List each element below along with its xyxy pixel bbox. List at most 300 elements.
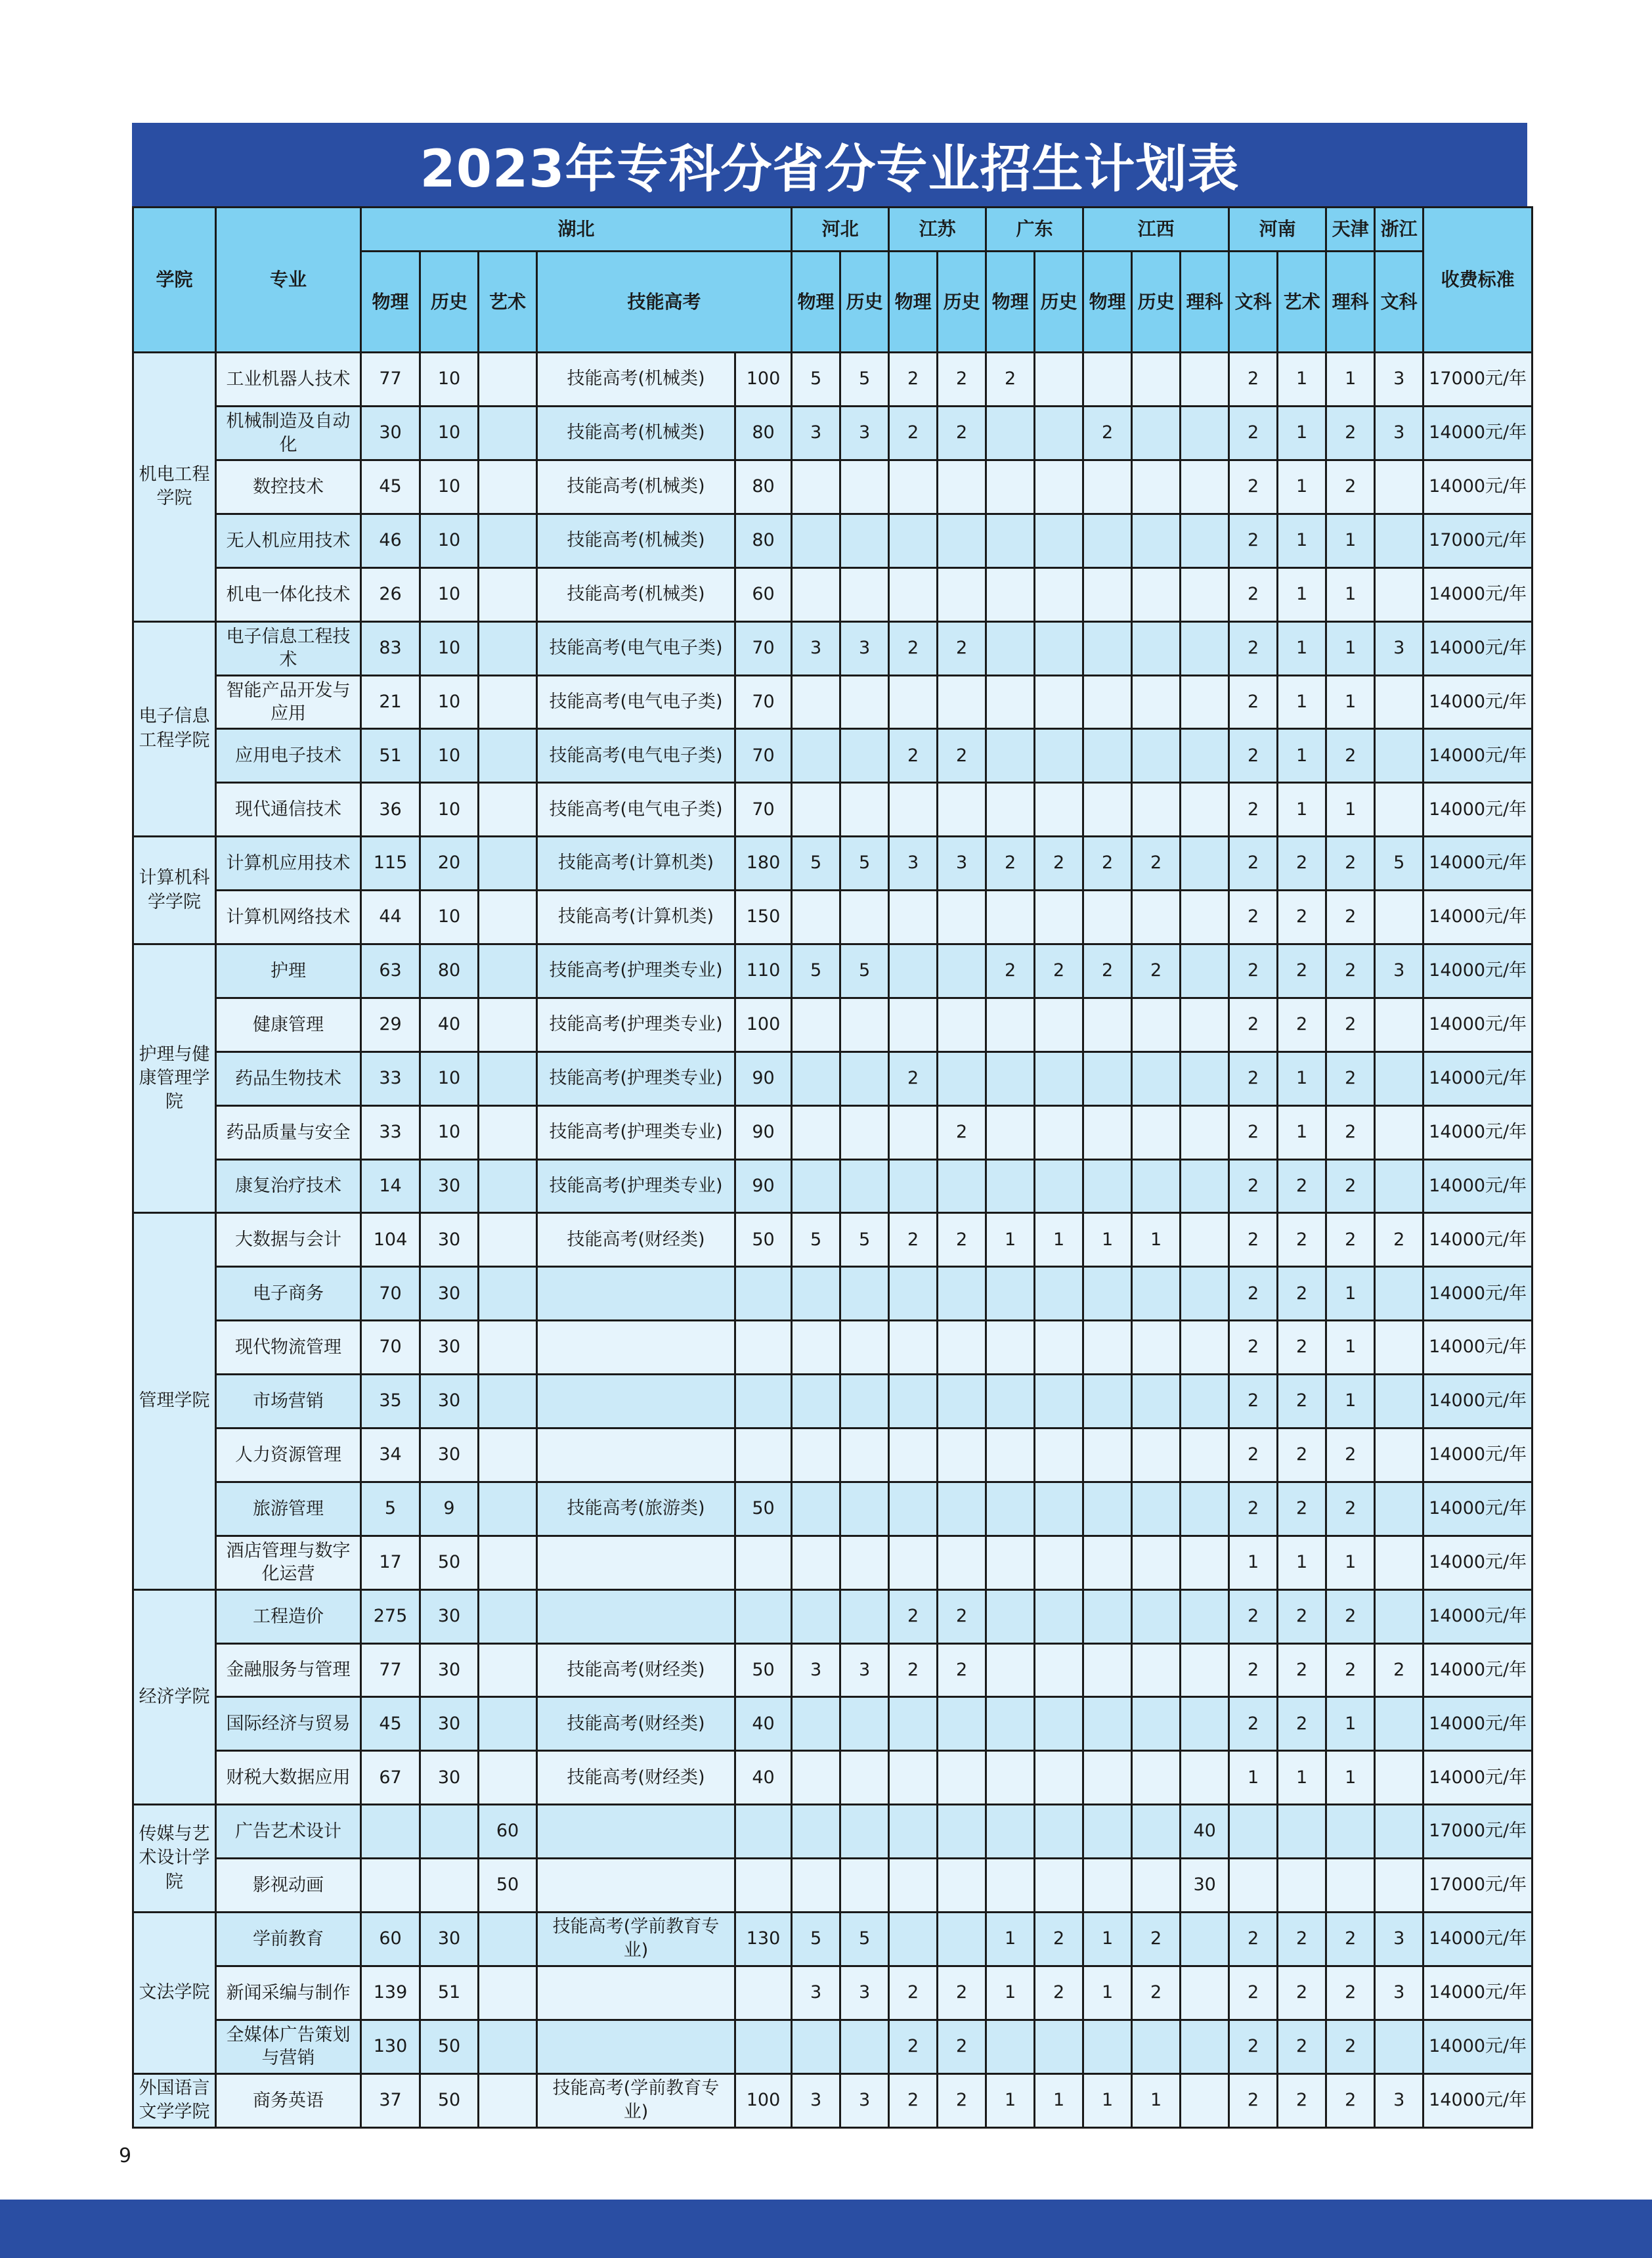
- value-cell: [792, 729, 840, 783]
- value-cell: 2: [1229, 407, 1278, 460]
- value-cell: 115: [361, 837, 420, 891]
- value-cell: 70: [361, 1267, 420, 1321]
- value-cell: 2: [1278, 2020, 1326, 2073]
- table-row: [133, 1536, 1532, 1589]
- value-cell: 80: [735, 514, 792, 567]
- value-cell: [1035, 1643, 1083, 1697]
- value-cell: 130: [735, 1913, 792, 1966]
- value-cell: 2: [1278, 1643, 1326, 1697]
- value-cell: 50: [420, 2020, 479, 2073]
- table-row: [133, 1428, 1532, 1482]
- fee-cell: 14000元/年: [1424, 1536, 1532, 1589]
- value-cell: [1083, 1859, 1132, 1913]
- value-cell: 2: [1278, 1159, 1326, 1213]
- header-sub: 技能高考: [537, 252, 792, 353]
- value-cell: [889, 1697, 938, 1751]
- table-row: [133, 1913, 1532, 1966]
- value-cell: [938, 1267, 986, 1321]
- table-row: [133, 1859, 1532, 1913]
- value-cell: 2: [1278, 1267, 1326, 1321]
- value-cell: 2: [889, 1589, 938, 1643]
- value-cell: [1083, 1159, 1132, 1213]
- value-cell: [889, 783, 938, 837]
- header-province-jiangsu: 江苏: [889, 208, 986, 252]
- value-cell: 5: [840, 944, 889, 998]
- value-cell: [479, 2073, 537, 2127]
- value-cell: [1132, 1428, 1181, 1482]
- value-cell: [1035, 675, 1083, 729]
- value-cell: [1375, 1052, 1424, 1105]
- value-cell: [1132, 1375, 1181, 1428]
- value-cell: 2: [889, 1643, 938, 1697]
- value-cell: 100: [735, 998, 792, 1052]
- value-cell: [889, 1375, 938, 1428]
- value-cell: 2: [889, 621, 938, 675]
- value-cell: [479, 783, 537, 837]
- value-cell: 5: [840, 1913, 889, 1966]
- value-cell: [1375, 783, 1424, 837]
- value-cell: [479, 944, 537, 998]
- value-cell: [1132, 675, 1181, 729]
- value-cell: [792, 1859, 840, 1913]
- value-cell: 2: [1035, 1966, 1083, 2020]
- value-cell: [1132, 1159, 1181, 1213]
- skill-exam-cell: 技能高考(护理类专业): [537, 1052, 735, 1105]
- value-cell: 70: [735, 783, 792, 837]
- table-row: [133, 1105, 1532, 1159]
- value-cell: [1181, 675, 1229, 729]
- value-cell: [1083, 1643, 1132, 1697]
- major-cell: 药品质量与安全: [216, 1105, 361, 1159]
- value-cell: [1132, 1751, 1181, 1805]
- value-cell: 3: [1375, 1966, 1424, 2020]
- header-sub: 物理: [889, 252, 938, 353]
- value-cell: [986, 1697, 1035, 1751]
- value-cell: [1132, 783, 1181, 837]
- value-cell: 2: [1326, 1643, 1375, 1697]
- value-cell: 35: [361, 1375, 420, 1428]
- value-cell: 2: [1229, 621, 1278, 675]
- table-row: [133, 998, 1532, 1052]
- value-cell: [889, 514, 938, 567]
- fee-cell: 14000元/年: [1424, 2073, 1532, 2127]
- value-cell: 110: [735, 944, 792, 998]
- skill-exam-cell: 技能高考(财经类): [537, 1643, 735, 1697]
- header-sub: 历史: [938, 252, 986, 353]
- value-cell: [792, 1375, 840, 1428]
- value-cell: 2: [889, 1966, 938, 2020]
- value-cell: 275: [361, 1589, 420, 1643]
- value-cell: [840, 1751, 889, 1805]
- value-cell: [1375, 891, 1424, 944]
- value-cell: 80: [735, 460, 792, 514]
- value-cell: 1: [1278, 1751, 1326, 1805]
- value-cell: [986, 1267, 1035, 1321]
- value-cell: [986, 1859, 1035, 1913]
- value-cell: 60: [735, 567, 792, 621]
- header-fee: 收费标准: [1424, 208, 1532, 353]
- value-cell: [889, 1428, 938, 1482]
- value-cell: [840, 1536, 889, 1589]
- value-cell: 21: [361, 675, 420, 729]
- value-cell: [479, 1913, 537, 1966]
- value-cell: [840, 1697, 889, 1751]
- value-cell: 2: [1132, 1966, 1181, 2020]
- value-cell: [792, 675, 840, 729]
- value-cell: [1035, 2020, 1083, 2073]
- value-cell: 1: [1083, 1913, 1132, 1966]
- value-cell: 1: [1326, 1536, 1375, 1589]
- value-cell: [1181, 944, 1229, 998]
- value-cell: [986, 1751, 1035, 1805]
- value-cell: 2: [1278, 837, 1326, 891]
- value-cell: [840, 783, 889, 837]
- value-cell: [1132, 621, 1181, 675]
- value-cell: 2: [1229, 1267, 1278, 1321]
- major-cell: 无人机应用技术: [216, 514, 361, 567]
- value-cell: [1181, 729, 1229, 783]
- value-cell: 2: [1326, 1482, 1375, 1536]
- value-cell: 1: [1035, 1213, 1083, 1267]
- value-cell: 20: [420, 837, 479, 891]
- value-cell: [938, 1536, 986, 1589]
- college-cell: 管理学院: [133, 1213, 216, 1589]
- value-cell: [1083, 353, 1132, 407]
- value-cell: 30: [420, 1321, 479, 1375]
- header-sub: 物理: [792, 252, 840, 353]
- value-cell: [1181, 567, 1229, 621]
- value-cell: 2: [938, 1105, 986, 1159]
- value-cell: 3: [840, 2073, 889, 2127]
- header-sub: 物理: [986, 252, 1035, 353]
- header-sub: 历史: [1132, 252, 1181, 353]
- value-cell: 5: [840, 353, 889, 407]
- value-cell: 5: [840, 837, 889, 891]
- value-cell: 2: [1326, 1589, 1375, 1643]
- value-cell: 3: [1375, 944, 1424, 998]
- value-cell: [735, 2020, 792, 2073]
- value-cell: [889, 891, 938, 944]
- value-cell: 30: [361, 407, 420, 460]
- value-cell: [889, 1805, 938, 1859]
- value-cell: 2: [1278, 2073, 1326, 2127]
- value-cell: 1: [1083, 1966, 1132, 2020]
- value-cell: [792, 1105, 840, 1159]
- value-cell: [889, 1267, 938, 1321]
- table-row: [133, 1643, 1532, 1697]
- value-cell: [1375, 1536, 1424, 1589]
- value-cell: 37: [361, 2073, 420, 2127]
- value-cell: [479, 2020, 537, 2073]
- value-cell: [1375, 1697, 1424, 1751]
- value-cell: [735, 1805, 792, 1859]
- value-cell: [420, 1859, 479, 1913]
- value-cell: 3: [792, 407, 840, 460]
- value-cell: 45: [361, 460, 420, 514]
- value-cell: 33: [361, 1052, 420, 1105]
- header-province-tianjin: 天津: [1326, 208, 1375, 252]
- value-cell: [986, 729, 1035, 783]
- value-cell: [986, 514, 1035, 567]
- value-cell: [792, 1805, 840, 1859]
- fee-cell: 14000元/年: [1424, 1482, 1532, 1536]
- value-cell: [792, 891, 840, 944]
- value-cell: 1: [1326, 1375, 1375, 1428]
- table-row: [133, 1321, 1532, 1375]
- value-cell: [1132, 998, 1181, 1052]
- value-cell: 1: [1278, 621, 1326, 675]
- value-cell: [792, 514, 840, 567]
- skill-exam-cell: 技能高考(财经类): [537, 1751, 735, 1805]
- value-cell: [361, 1805, 420, 1859]
- value-cell: [938, 1913, 986, 1966]
- table-row: [133, 944, 1532, 998]
- value-cell: 2: [1229, 891, 1278, 944]
- value-cell: 1: [1083, 1213, 1132, 1267]
- value-cell: 2: [986, 353, 1035, 407]
- value-cell: [735, 1589, 792, 1643]
- value-cell: 70: [735, 729, 792, 783]
- major-cell: 现代通信技术: [216, 783, 361, 837]
- value-cell: 2: [1278, 1375, 1326, 1428]
- value-cell: 2: [1278, 1482, 1326, 1536]
- value-cell: [938, 783, 986, 837]
- skill-exam-cell: 技能高考(护理类专业): [537, 1105, 735, 1159]
- value-cell: [938, 1859, 986, 1913]
- table-row: [133, 514, 1532, 567]
- skill-exam-cell: 技能高考(机械类): [537, 407, 735, 460]
- table-row: [133, 783, 1532, 837]
- value-cell: [792, 1428, 840, 1482]
- value-cell: 2: [938, 353, 986, 407]
- value-cell: [938, 1697, 986, 1751]
- value-cell: 2: [1035, 1913, 1083, 1966]
- value-cell: [1181, 998, 1229, 1052]
- skill-exam-cell: 技能高考(计算机类): [537, 837, 735, 891]
- value-cell: [938, 1428, 986, 1482]
- value-cell: [1375, 1105, 1424, 1159]
- value-cell: [1083, 891, 1132, 944]
- value-cell: 3: [792, 2073, 840, 2127]
- value-cell: 2: [1083, 944, 1132, 998]
- value-cell: [840, 514, 889, 567]
- table-row: [133, 1159, 1532, 1213]
- major-cell: 工程造价: [216, 1589, 361, 1643]
- value-cell: [840, 675, 889, 729]
- skill-exam-cell: [537, 1859, 735, 1913]
- fee-cell: 14000元/年: [1424, 1267, 1532, 1321]
- skill-exam-cell: [537, 1321, 735, 1375]
- value-cell: 1: [986, 1966, 1035, 2020]
- value-cell: [1181, 1697, 1229, 1751]
- value-cell: 5: [792, 1213, 840, 1267]
- skill-exam-cell: [537, 2020, 735, 2073]
- major-cell: 工业机器人技术: [216, 353, 361, 407]
- value-cell: [938, 1052, 986, 1105]
- value-cell: [1035, 1267, 1083, 1321]
- value-cell: 1: [1132, 1213, 1181, 1267]
- value-cell: [1375, 460, 1424, 514]
- value-cell: 2: [1278, 1966, 1326, 2020]
- value-cell: 10: [420, 783, 479, 837]
- value-cell: [792, 1536, 840, 1589]
- value-cell: 45: [361, 1697, 420, 1751]
- value-cell: 83: [361, 621, 420, 675]
- value-cell: [938, 460, 986, 514]
- value-cell: [938, 1482, 986, 1536]
- value-cell: 3: [938, 837, 986, 891]
- value-cell: 26: [361, 567, 420, 621]
- value-cell: 2: [1229, 998, 1278, 1052]
- table-row: [133, 1589, 1532, 1643]
- fee-cell: 14000元/年: [1424, 1375, 1532, 1428]
- value-cell: [1375, 675, 1424, 729]
- value-cell: 2: [986, 944, 1035, 998]
- header-college: 学院: [133, 208, 216, 353]
- value-cell: 2: [1326, 2073, 1375, 2127]
- value-cell: 30: [420, 1267, 479, 1321]
- value-cell: [1181, 1321, 1229, 1375]
- value-cell: [1083, 1751, 1132, 1805]
- table-row: [133, 567, 1532, 621]
- value-cell: 2: [889, 353, 938, 407]
- value-cell: [1132, 891, 1181, 944]
- table-row: [133, 837, 1532, 891]
- value-cell: [479, 460, 537, 514]
- value-cell: 2: [1278, 998, 1326, 1052]
- value-cell: [889, 998, 938, 1052]
- skill-exam-cell: 技能高考(旅游类): [537, 1482, 735, 1536]
- value-cell: 2: [1326, 891, 1375, 944]
- value-cell: 3: [792, 621, 840, 675]
- table-row: [133, 353, 1532, 407]
- value-cell: 17: [361, 1536, 420, 1589]
- value-cell: 3: [1375, 407, 1424, 460]
- value-cell: 2: [1229, 1482, 1278, 1536]
- value-cell: [938, 514, 986, 567]
- value-cell: [1375, 1321, 1424, 1375]
- value-cell: [792, 460, 840, 514]
- major-cell: 护理: [216, 944, 361, 998]
- value-cell: [1181, 1213, 1229, 1267]
- value-cell: 51: [361, 729, 420, 783]
- value-cell: 2: [1083, 837, 1132, 891]
- major-cell: 国际经济与贸易: [216, 1697, 361, 1751]
- value-cell: [986, 1482, 1035, 1536]
- value-cell: 1: [1278, 675, 1326, 729]
- skill-exam-cell: [537, 1966, 735, 2020]
- value-cell: [938, 998, 986, 1052]
- value-cell: 2: [889, 1052, 938, 1105]
- value-cell: 2: [1229, 1375, 1278, 1428]
- value-cell: [479, 1159, 537, 1213]
- value-cell: [1035, 1536, 1083, 1589]
- value-cell: [479, 1751, 537, 1805]
- major-cell: 计算机应用技术: [216, 837, 361, 891]
- value-cell: [1181, 2020, 1229, 2073]
- value-cell: 10: [420, 1052, 479, 1105]
- value-cell: [1375, 514, 1424, 567]
- value-cell: [986, 998, 1035, 1052]
- value-cell: 2: [1278, 944, 1326, 998]
- value-cell: 2: [986, 837, 1035, 891]
- value-cell: 2: [1229, 1697, 1278, 1751]
- major-cell: 财税大数据应用: [216, 1751, 361, 1805]
- table-row: [133, 1697, 1532, 1751]
- major-cell: 旅游管理: [216, 1482, 361, 1536]
- value-cell: 40: [735, 1697, 792, 1751]
- value-cell: 2: [938, 2073, 986, 2127]
- skill-exam-cell: 技能高考(学前教育专业): [537, 1913, 735, 1966]
- value-cell: [986, 1428, 1035, 1482]
- table-row: [133, 1375, 1532, 1428]
- value-cell: 80: [420, 944, 479, 998]
- value-cell: 1: [1083, 2073, 1132, 2127]
- value-cell: 2: [1278, 1428, 1326, 1482]
- value-cell: 70: [361, 1321, 420, 1375]
- major-cell: 数控技术: [216, 460, 361, 514]
- fee-cell: 14000元/年: [1424, 567, 1532, 621]
- value-cell: 2: [1326, 729, 1375, 783]
- skill-exam-cell: 技能高考(机械类): [537, 460, 735, 514]
- value-cell: 1: [1278, 460, 1326, 514]
- header-sub: 文科: [1229, 252, 1278, 353]
- value-cell: [792, 1482, 840, 1536]
- value-cell: 3: [792, 1966, 840, 2020]
- value-cell: [1181, 1536, 1229, 1589]
- header-sub: 历史: [420, 252, 479, 353]
- major-cell: 计算机网络技术: [216, 891, 361, 944]
- value-cell: [1181, 621, 1229, 675]
- skill-exam-cell: 技能高考(计算机类): [537, 891, 735, 944]
- major-cell: 电子商务: [216, 1267, 361, 1321]
- value-cell: 2: [1229, 944, 1278, 998]
- skill-exam-cell: [537, 1375, 735, 1428]
- value-cell: 1: [1278, 567, 1326, 621]
- value-cell: [792, 2020, 840, 2073]
- skill-exam-cell: 技能高考(机械类): [537, 567, 735, 621]
- enrollment-plan-table: [132, 206, 1533, 2129]
- value-cell: [1083, 729, 1132, 783]
- value-cell: [889, 1536, 938, 1589]
- table-row: [133, 2020, 1532, 2073]
- major-cell: 市场营销: [216, 1375, 361, 1428]
- skill-exam-cell: 技能高考(机械类): [537, 353, 735, 407]
- value-cell: [840, 1321, 889, 1375]
- value-cell: 3: [1375, 353, 1424, 407]
- college-cell: 文法学院: [133, 1913, 216, 2074]
- value-cell: [1083, 1536, 1132, 1589]
- value-cell: [840, 729, 889, 783]
- value-cell: [479, 1213, 537, 1267]
- value-cell: 5: [840, 1213, 889, 1267]
- value-cell: [1181, 837, 1229, 891]
- major-cell: 商务英语: [216, 2073, 361, 2127]
- value-cell: 63: [361, 944, 420, 998]
- fee-cell: 14000元/年: [1424, 1966, 1532, 2020]
- value-cell: 1: [1035, 2073, 1083, 2127]
- fee-cell: 17000元/年: [1424, 1805, 1532, 1859]
- value-cell: 2: [1326, 460, 1375, 514]
- value-cell: [986, 2020, 1035, 2073]
- value-cell: [840, 567, 889, 621]
- value-cell: [1035, 1375, 1083, 1428]
- table-row: [133, 1805, 1532, 1859]
- value-cell: [1083, 1805, 1132, 1859]
- value-cell: [1035, 353, 1083, 407]
- value-cell: 2: [1229, 1105, 1278, 1159]
- value-cell: [1132, 514, 1181, 567]
